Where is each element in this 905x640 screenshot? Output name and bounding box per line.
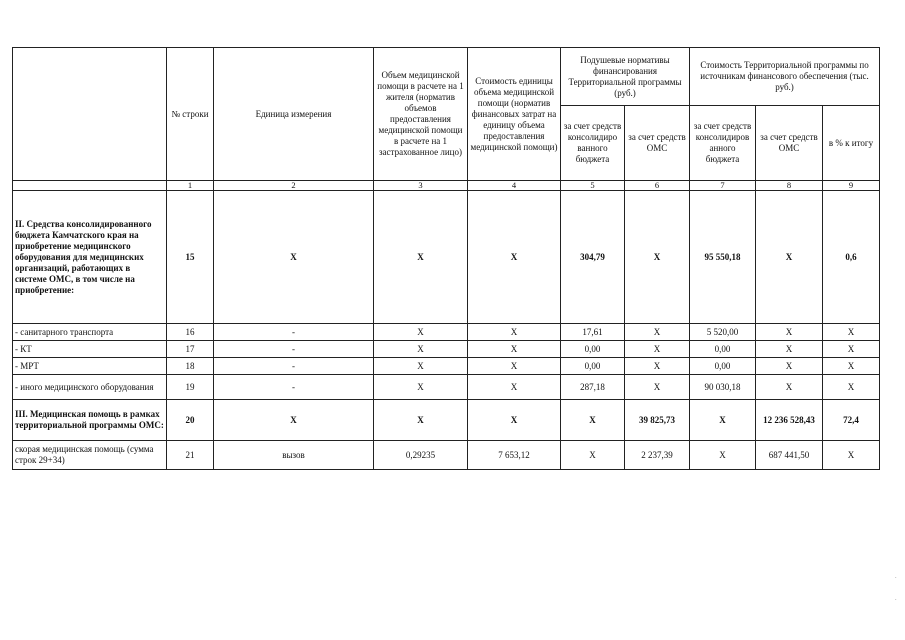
cell-percent: Х [823, 375, 880, 400]
header-sub-budget-2: за счет средств консолидиров анного бюджета [690, 106, 756, 181]
cell-volume: Х [374, 324, 468, 341]
cell-unit: - [214, 324, 374, 341]
header-volume: Объем медицинской помощи в расчете на 1 жителя (норматив объемов предоставления медицинской помощи в расчете на 1 застрахованное лицо) [374, 48, 468, 181]
header-blank [13, 48, 167, 181]
header-sub-budget-1: за счет средств консолидиро ванного бюджета [561, 106, 625, 181]
cell-cost: 7 653,12 [468, 441, 561, 470]
cell-volume: Х [374, 358, 468, 375]
cell-total-budget: 95 550,18 [690, 191, 756, 324]
cell-per-capita-budget: Х [561, 441, 625, 470]
cell-percent: Х [823, 441, 880, 470]
header-sub-oms-1: за счет средств ОМС [625, 106, 690, 181]
table-row [13, 400, 880, 441]
cell-volume: Х [374, 191, 468, 324]
column-number: 1 [167, 181, 214, 191]
header-sub-oms-2: за счет средств ОМС [756, 106, 823, 181]
row-label: - КТ [13, 341, 167, 358]
row-label: III. Медицинская помощь в рамках территориальной программы ОМС: [13, 400, 167, 441]
scan-mark: · [894, 574, 897, 582]
row-number: 18 [167, 358, 214, 375]
cell-percent: 72,4 [823, 400, 880, 441]
table-row [13, 358, 880, 375]
row-number: 19 [167, 375, 214, 400]
cell-per-capita-oms: 2 237,39 [625, 441, 690, 470]
row-number: 15 [167, 191, 214, 324]
cell-total-oms: Х [756, 324, 823, 341]
cell-per-capita-budget: 304,79 [561, 191, 625, 324]
column-number: 6 [625, 181, 690, 191]
cell-per-capita-budget: Х [561, 400, 625, 441]
table-row [13, 324, 880, 341]
cell-cost: Х [468, 400, 561, 441]
row-label: - санитарного транспорта [13, 324, 167, 341]
column-number: 7 [690, 181, 756, 191]
cell-per-capita-budget: 287,18 [561, 375, 625, 400]
header-row-no: № строки [167, 48, 214, 181]
table-row [13, 191, 880, 324]
cell-cost: Х [468, 358, 561, 375]
cell-unit: - [214, 341, 374, 358]
header-program-cost: Стоимость Территориальной программы по источникам финансового обеспечения (тыс. руб.) [690, 48, 880, 106]
scan-mark: · [894, 596, 897, 604]
cell-per-capita-budget: 0,00 [561, 341, 625, 358]
cell-volume: 0,29235 [374, 441, 468, 470]
cell-unit: Х [214, 191, 374, 324]
header-sub-percent: в % к итогу [823, 106, 880, 181]
row-number: 17 [167, 341, 214, 358]
table-row [13, 441, 880, 470]
cell-per-capita-budget: 17,61 [561, 324, 625, 341]
column-number: 8 [756, 181, 823, 191]
column-number: 5 [561, 181, 625, 191]
cell-total-oms: Х [756, 358, 823, 375]
cell-percent: Х [823, 341, 880, 358]
column-number: 4 [468, 181, 561, 191]
cell-per-capita-oms: Х [625, 375, 690, 400]
financing-table [12, 47, 880, 470]
row-label: скорая медицинская помощь (сумма строк 29+34) [13, 441, 167, 470]
cell-per-capita-oms: Х [625, 358, 690, 375]
cell-total-oms: Х [756, 375, 823, 400]
table-row [13, 375, 880, 400]
cell-cost: Х [468, 191, 561, 324]
cell-percent: Х [823, 324, 880, 341]
cell-cost: Х [468, 324, 561, 341]
cell-percent: Х [823, 358, 880, 375]
column-number-blank [13, 181, 167, 191]
cell-per-capita-oms: Х [625, 324, 690, 341]
cell-total-budget: 0,00 [690, 341, 756, 358]
cell-unit: Х [214, 400, 374, 441]
cell-per-capita-budget: 0,00 [561, 358, 625, 375]
cell-total-budget: 5 520,00 [690, 324, 756, 341]
column-number: 2 [214, 181, 374, 191]
row-label: II. Средства консолидированного бюджета Камчатского края на приобретение медицинского оборудования для медицинских организаций, работающих в системе ОМС, в том числе на приобретение: [13, 191, 167, 324]
row-label: - иного медицинского оборудования [13, 375, 167, 400]
column-number: 3 [374, 181, 468, 191]
cell-volume: Х [374, 400, 468, 441]
cell-unit: - [214, 358, 374, 375]
cell-cost: Х [468, 375, 561, 400]
row-number: 16 [167, 324, 214, 341]
header-unit: Единица измерения [214, 48, 374, 181]
cell-total-budget: Х [690, 441, 756, 470]
row-number: 21 [167, 441, 214, 470]
cell-volume: Х [374, 341, 468, 358]
cell-per-capita-oms: 39 825,73 [625, 400, 690, 441]
cell-total-oms: 12 236 528,43 [756, 400, 823, 441]
cell-unit: - [214, 375, 374, 400]
cell-total-budget: 0,00 [690, 358, 756, 375]
cell-total-budget: 90 030,18 [690, 375, 756, 400]
column-number: 9 [823, 181, 880, 191]
header-cost-unit: Стоимость единицы объема медицинской помощи (норматив финансовых затрат на единицу объема предоставления медицинской помощи) [468, 48, 561, 181]
row-number: 20 [167, 400, 214, 441]
cell-unit: вызов [214, 441, 374, 470]
row-label: - МРТ [13, 358, 167, 375]
cell-total-oms: Х [756, 341, 823, 358]
cell-total-oms: Х [756, 191, 823, 324]
cell-per-capita-oms: Х [625, 341, 690, 358]
cell-cost: Х [468, 341, 561, 358]
table-row [13, 341, 880, 358]
cell-percent: 0,6 [823, 191, 880, 324]
cell-total-budget: Х [690, 400, 756, 441]
header-per-capita: Подушевые нормативы финансирования Территориальной программы (руб.) [561, 48, 690, 106]
cell-total-oms: 687 441,50 [756, 441, 823, 470]
cell-per-capita-oms: Х [625, 191, 690, 324]
cell-volume: Х [374, 375, 468, 400]
